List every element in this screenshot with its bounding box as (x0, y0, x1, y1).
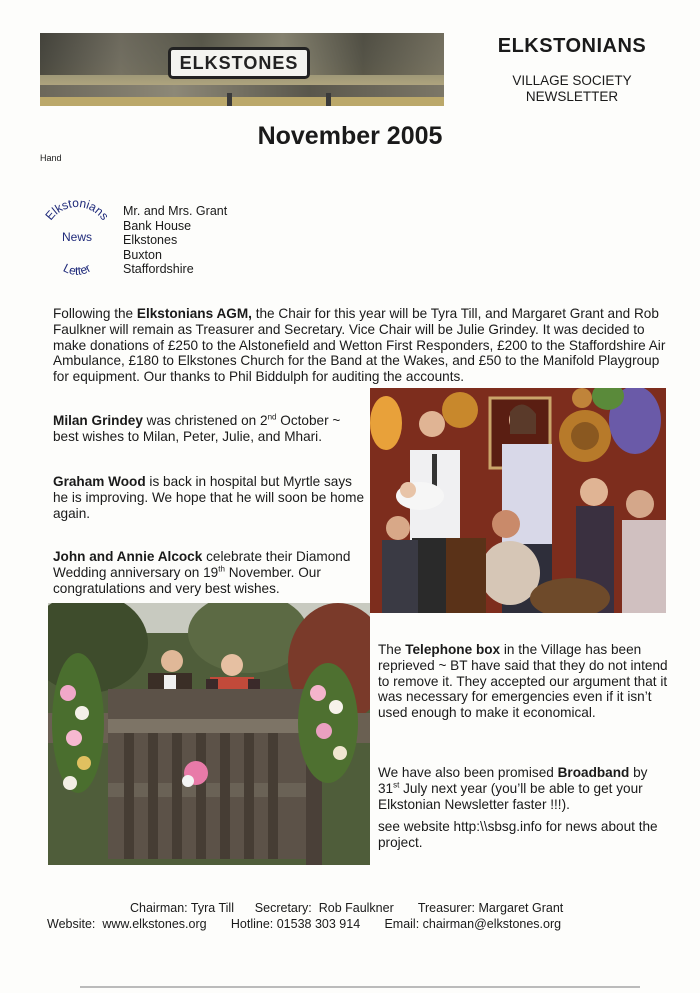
christening-photo (370, 388, 666, 613)
christening-photo-scene (370, 388, 666, 613)
broadband-heading: Broadband (557, 765, 630, 780)
christening-article: Milan Grindey was christened on 2nd October ~ best wishes to Milan, Peter, Julie, and Mhari. (53, 412, 341, 444)
officers-line: Chairman: Tyra Till Secretary: Rob Faulkner Treasurer: Margaret Grant (130, 901, 564, 915)
address-line: Staffordshire (123, 262, 194, 277)
village-sign: ELKSTONES (168, 47, 310, 79)
agm-heading: Elkstonians AGM, (136, 306, 252, 321)
website-note: see website http:\\sbsg.info for news about the project. (378, 819, 658, 850)
hospital-article: Graham Wood is back in hospital but Myrtle says he is improving. We hope that he will soon be home again. (53, 474, 365, 521)
newsletter-logo (38, 198, 116, 278)
sign-post (227, 93, 232, 106)
logo-bottom-text: Letter (61, 260, 94, 278)
photo-grass (40, 97, 444, 106)
hospital-name: Graham Wood (53, 474, 146, 489)
wedding-anniversary-gate-photo (48, 603, 370, 865)
issue-date: November 2005 (257, 122, 443, 150)
address-line: Bank House (123, 218, 192, 233)
logo-top-text: Elkstonians (42, 198, 112, 223)
society-name: ELKSTONIANS (497, 35, 647, 57)
telephone-box-article: The Telephone box in the Village has been reprieved ~ BT have said that they do not intend to remove it. They accepted our argument that it was necessary for emergencies even if it isn’t used enough to make it economical. (378, 642, 668, 721)
page-bottom-edge (80, 986, 640, 988)
delivery-label: Hand (40, 153, 62, 163)
broadband-article: We have also been promised Broadband by 31st July next year (you’ll be able to get your Elkstonian Newsletter faster !!!). (378, 765, 648, 812)
header-village-sign-photo (40, 33, 444, 106)
address-line: Buxton (123, 247, 162, 262)
christening-name: Milan Grindey (53, 413, 143, 428)
contact-line: Website: www.elkstones.org Hotline: 01538 303 914 Email: chairman@elkstones.org (47, 917, 562, 931)
society-subtitle-line: VILLAGE SOCIETY (512, 73, 632, 88)
telephone-box-heading: Telephone box (405, 642, 501, 657)
address-line: Elkstones (123, 233, 178, 248)
society-subtitle-line: NEWSLETTER (525, 89, 619, 104)
gate-photo-scene (48, 603, 370, 865)
logo-center-text: News (61, 230, 93, 244)
agm-article: Following the Elkstonians AGM, the Chair for this year will be Tyra Till, and Margaret Grant and Rob Faulkner will remain as Treasurer and Secretary. Vice Chair will be Julie Grindey. It was decided to make donations of £250 to the Alstonefield and Wetton First Responders, £200 to the Staffordshire Air Ambulance, £180 to Elkstones Church for the Band at the Wakes, and £50 to the Manifold Playgroup for equipment. Our thanks to Phil Biddulph for auditing the accounts. (53, 306, 666, 385)
address-block (123, 204, 227, 277)
society-subtitle (470, 73, 674, 105)
sign-post (326, 93, 331, 106)
anniversary-article: John and Annie Alcock celebrate their Diamond Wedding anniversary on 19th November. Our congratulations and very best wishes. (53, 549, 351, 596)
anniversary-names: John and Annie Alcock (53, 549, 203, 564)
address-line: Mr. and Mrs. Grant (123, 204, 228, 218)
